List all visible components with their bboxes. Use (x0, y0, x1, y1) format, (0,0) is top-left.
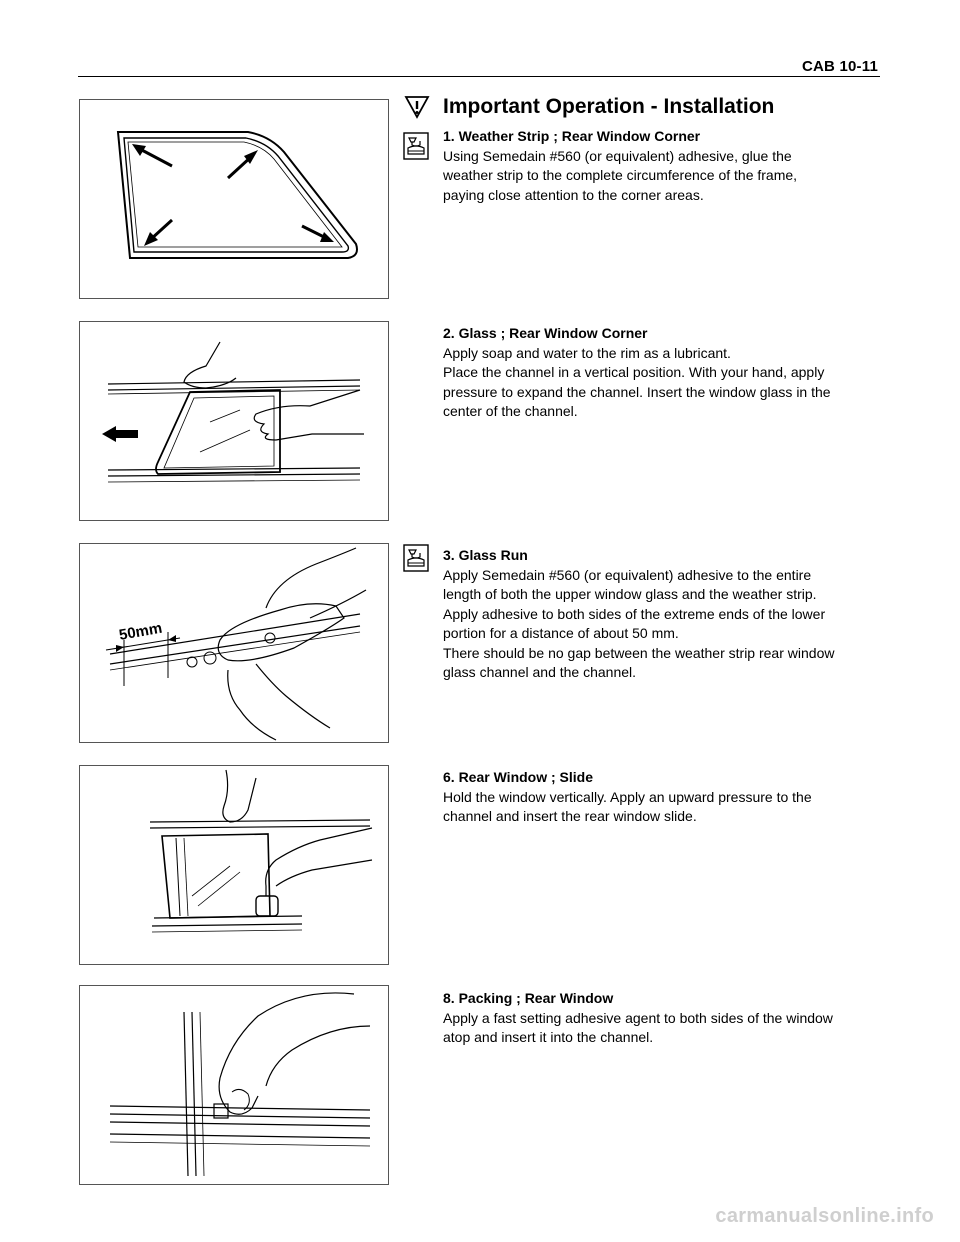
step-3-line: Apply adhesive to both sides of the extreme ends of the lower (443, 605, 826, 622)
step-2-line: pressure to expand the channel. Insert the window glass in the (443, 383, 831, 400)
page-header-title: CAB 10-11 (801, 58, 878, 75)
step-3-line: There should be no gap between the weather strip rear window (443, 644, 835, 661)
adhesive-tube-icon (403, 132, 429, 165)
step-3-line: portion for a distance of about 50 mm. (443, 625, 679, 641)
figure-glass-insert (79, 321, 389, 521)
watermark: carmanualsonline.info (715, 1205, 934, 1227)
step-2-line: center of the channel. (443, 403, 578, 419)
adhesive-tube-icon (403, 544, 429, 577)
step-2 (443, 324, 888, 422)
step-1-line: Using Semedain #560 (or equivalent) adhesive, glue the (443, 147, 792, 164)
step-6 (443, 768, 888, 827)
header-divider (78, 76, 880, 77)
figure-packing (79, 985, 389, 1185)
step-8-title: 8. Packing ; Rear Window (443, 990, 614, 1006)
step-8-line: Apply a fast setting adhesive agent to both sides of the window (443, 1009, 833, 1026)
figure-rear-window-slide (79, 765, 389, 965)
figure-weather-strip (79, 99, 389, 299)
step-2-line: Place the channel in a vertical position. With your hand, apply (443, 364, 825, 380)
step-6-line: channel and insert the rear window slide. (443, 808, 697, 824)
step-8-line: atop and insert it into the channel. (443, 1029, 654, 1045)
step-3 (443, 546, 888, 683)
step-8 (443, 989, 888, 1048)
step-2-line: Apply soap and water to the rim as a lubricant. (443, 344, 731, 361)
section-title: Important Operation - Installation (443, 95, 775, 118)
step-6-title: 6. Rear Window ; Slide (443, 769, 594, 785)
step-1-title: 1. Weather Strip ; Rear Window Corner (443, 128, 701, 144)
step-3-line: Apply Semedain #560 (or equivalent) adhesive to the entire (443, 566, 812, 583)
caution-triangle-icon (404, 95, 430, 124)
step-1-line: weather strip to the complete circumference of the frame, (443, 167, 798, 183)
step-1-line: paying close attention to the corner areas. (443, 186, 704, 203)
step-3-title: 3. Glass Run (443, 547, 528, 563)
figure-glass-run (79, 543, 389, 743)
step-6-line: Hold the window vertically. Apply an upward pressure to the (443, 788, 812, 805)
dimension-label: 50mm (117, 619, 164, 644)
step-2-title: 2. Glass ; Rear Window Corner (443, 325, 648, 341)
step-3-line: length of both the upper window glass and the weather strip. (443, 586, 817, 602)
step-1 (443, 127, 888, 205)
step-3-line: glass channel and the channel. (443, 664, 637, 680)
